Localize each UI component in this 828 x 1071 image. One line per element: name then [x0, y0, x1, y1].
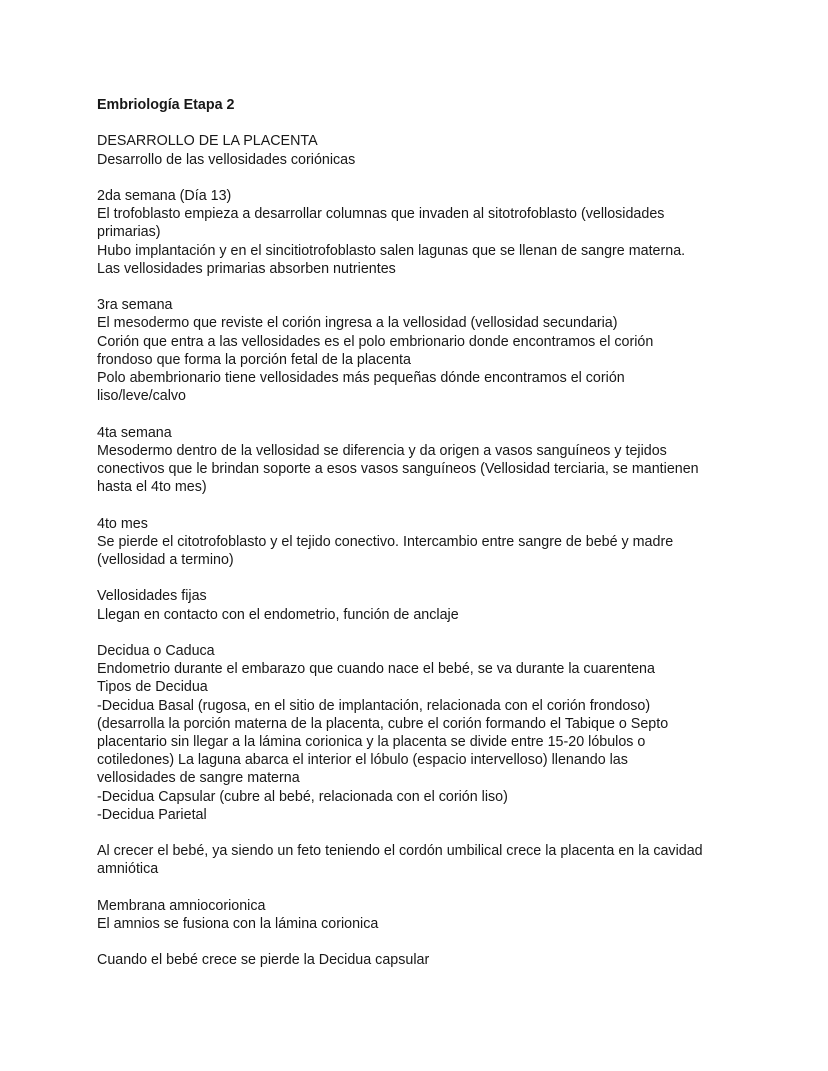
- text-line: El trofoblasto empieza a desarrollar columnas que invaden al sitotrofoblasto (vellosidades: [97, 206, 665, 223]
- para-3ra-semana: [97, 296, 807, 405]
- para-cuando-crece: [97, 951, 807, 969]
- text-line: Las vellosidades primarias absorben nutrientes: [97, 260, 396, 277]
- para-membrana-amniocorionica: [97, 897, 807, 933]
- text-line: Hubo implantación y en el sincitiotrofoblasto salen lagunas que se llenan de sangre materna.: [97, 242, 686, 259]
- text-line: cotiledones) La laguna abarca el interior el lóbulo (espacio intervelloso) llenando las: [97, 752, 628, 769]
- text-line: primarias): [97, 224, 161, 241]
- text-line: 4to mes: [97, 515, 148, 532]
- para-decidua: [97, 642, 807, 824]
- text-line: placentario sin llegar a la lámina corionica y la placenta se divide entre 15-20 lóbulos o: [97, 734, 646, 750]
- document-content: [97, 96, 807, 988]
- text-line: 4ta semana: [97, 424, 172, 441]
- text-line: Corión que entra a las vellosidades es el polo embrionario donde encontramos el corión: [97, 333, 654, 350]
- text-line: -Decidua Parietal: [97, 806, 207, 823]
- para-4to-mes: [97, 515, 807, 570]
- text-line: Al crecer el bebé, ya siendo un feto teniendo el cordón umbilical crece la placenta en la cavidad: [97, 843, 703, 860]
- text-line: Decidua o Caduca: [97, 642, 215, 659]
- para-2da-semana: [97, 187, 807, 278]
- text-line: Desarrollo de las vellosidades coriónicas: [97, 151, 356, 168]
- text-line: Cuando el bebé crece se pierde la Decidua capsular: [97, 952, 430, 969]
- text-line: 3ra semana: [97, 297, 173, 314]
- text-line: frondoso que forma la porción fetal de la placenta: [97, 351, 411, 368]
- text-line: -Decidua Basal (rugosa, en el sitio de implantación, relacionada con el corión frondoso): [97, 697, 651, 714]
- text-line: Vellosidades fijas: [97, 588, 207, 605]
- text-line: amniótica: [97, 861, 159, 878]
- text-line: -Decidua Capsular (cubre al bebé, relacionada con el corión liso): [97, 788, 508, 805]
- text-line: El amnios se fusiona con la lámina corionica: [97, 916, 379, 932]
- text-line: Mesodermo dentro de la vellosidad se diferencia y da origen a vasos sanguíneos y tejidos: [97, 442, 667, 459]
- text-line: conectivos que le brindan soporte a esos vasos sanguíneos (Vellosidad terciaria, se mantienen: [97, 461, 699, 477]
- text-line: (desarrolla la porción materna de la placenta, cubre el corión formando el Tabique o Septo: [97, 715, 669, 732]
- text-line: liso/leve/calvo: [97, 388, 186, 405]
- text-line: hasta el 4to mes): [97, 479, 207, 496]
- text-line: DESARROLLO DE LA PLACENTA: [97, 133, 318, 150]
- text-line: El mesodermo que reviste el corión ingresa a la vellosidad (vellosidad secundaria): [97, 315, 618, 332]
- para-vellosidades-fijas: [97, 587, 807, 623]
- text-line: 2da semana (Día 13): [97, 187, 232, 204]
- para-4ta-semana: [97, 424, 807, 497]
- text-line: (vellosidad a termino): [97, 552, 234, 568]
- para-desarrollo-placenta: [97, 132, 807, 168]
- text-line: vellosidades de sangre materna: [97, 770, 300, 787]
- para-al-crecer: [97, 842, 807, 878]
- text-line: Membrana amniocorionica: [97, 897, 266, 914]
- text-line: Polo abembrionario tiene vellosidades más pequeñas dónde encontramos el corión: [97, 370, 625, 386]
- text-line: Llegan en contacto con el endometrio, función de anclaje: [97, 606, 459, 623]
- text-line: Endometrio durante el embarazo que cuando nace el bebé, se va durante la cuarentena: [97, 661, 655, 678]
- doc-title: [97, 96, 807, 114]
- text-line: Tipos de Decidua: [97, 679, 208, 696]
- text-line: Embriología Etapa 2: [97, 97, 235, 113]
- text-line: Se pierde el citotrofoblasto y el tejido conectivo. Intercambio entre sangre de bebé y madre: [97, 533, 674, 550]
